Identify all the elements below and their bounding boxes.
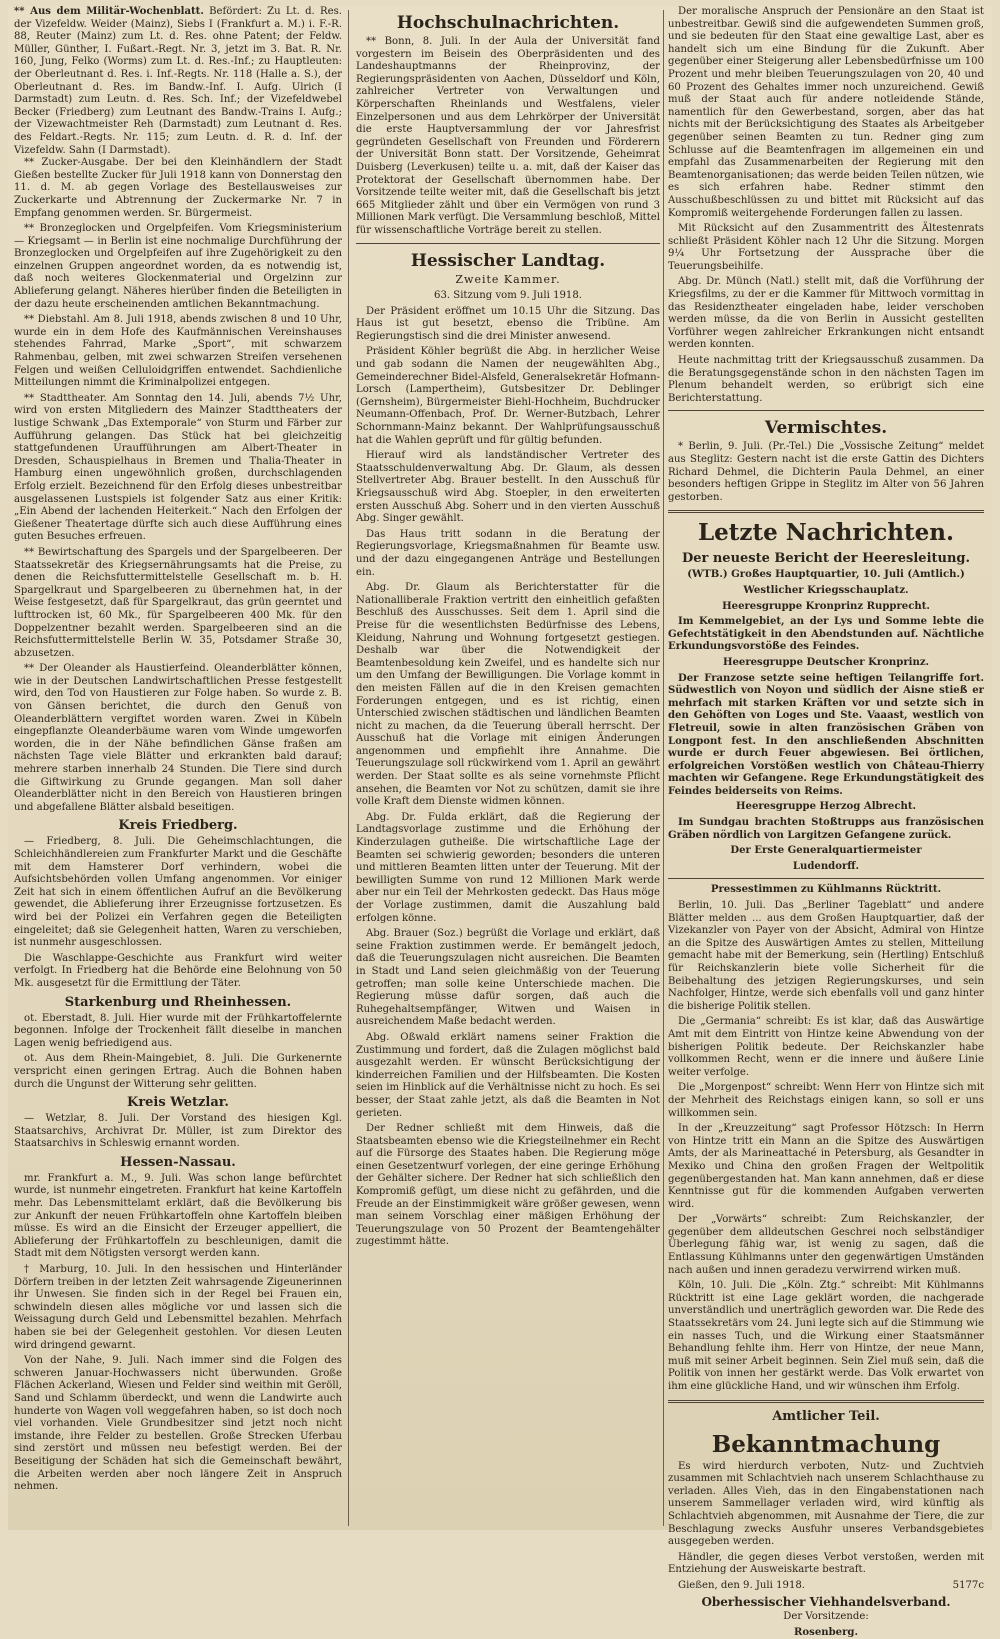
vermischtes-text: * Berlin, 9. Juli. (Pr.-Tel.) Die „Vossische Zeitung“ meldet aus Steglitz: Gestern nacht ist die erste Gattin des Dichters Richard Dehmel, die Dichterin Paula Dehmel, an einer besonders heftigen Grippe in Steglitz im Alter von 56 Jahren gestorben. xyxy=(668,441,984,503)
presse-paragraph: Der „Vorwärts“ schreibt: Zum Reichskanzler, der gegenüber dem alldeutschen Geschrei noch selbständiger Überlegung fähig war, ist wenig zu sagen, daß die Entlassung Kühlmanns unter den gegenwärtigen Umständen nach außen und innen geradezu verwirrend wirken muß. xyxy=(668,1214,984,1276)
bekanntmachung-heading: Bekanntmachung xyxy=(711,1430,941,1458)
bekanntmachung-chair: Der Vorsitzende: xyxy=(783,1611,869,1623)
landtag-paragraph: Der Präsident eröffnet um 10.15 Uhr die Sitzung. Das Haus ist gut besetzt, ebenso die Tribüne. Am Regierungstisch sind die drei Minister anwesend. xyxy=(356,305,660,342)
section-divider xyxy=(668,878,984,879)
vermischtes-heading: Vermischtes. xyxy=(764,418,888,439)
heeresbericht-dateline: (WTB.) Großes Hauptquartier, 10. Juli (Amtlich.) xyxy=(687,569,965,581)
landtag-subheading: Zweite Kammer. xyxy=(455,272,561,286)
article-spargel: ** Bewirtschaftung des Spargels und der Spargelbeeren. Der Staatssekretär des Kriegsernährungsamts hat die Preise, zu denen die Reichsfuttermittelstelle Gesellschaft m. b. H. Spargelkraut und Spargelbeeren zu übernehmen hat, in der Weise festgesetzt, daß für Spargelkraut, das grün geerntet und lufttrocken ist, 60 Mk., für Spargelbeeren 400 Mk. für den Doppelzentner bezahlt werden. Spargelbeeren sind an die Reichsfuttermittelstelle Berlin W. 35, Potsdamer Straße 30, abzusetzen. xyxy=(14,546,342,659)
signature-line: Der Erste Generalquartiermeister xyxy=(730,845,922,857)
army-group-heading: Heeresgruppe Kronprinz Rupprecht. xyxy=(722,600,930,612)
article-frankfurt: mr. Frankfurt a. M., 9. Juli. Was schon lange befürchtet wurde, ist nunmehr eingetreten. Frankfurt hat keine Kartoffeln mehr. Das Lebensmittelamt erklärt, daß die Bevölkerung bis zur Ankunft der neuen Frühkartoffeln ohne Kartoffeln bleiben müsse. Es wird an die Einsicht der Erzeuger appelliert, die Ablieferung der Frühkartoffeln zu beschleunigen, damit die Stadt mit dem Nötigsten versorgt werden kann. xyxy=(14,1172,342,1260)
section-divider xyxy=(668,510,984,513)
article-wetzlar: — Wetzlar, 8. Juli. Der Vorstand des hiesigen Kgl. Staatsarchivs, Archivrat Dr. Müller, ist zum Direktor des Staatsarchivs in Schleswig ernannt worden. xyxy=(14,1113,342,1150)
military-title: ** Aus dem Militär-Wochenblatt. xyxy=(14,6,204,17)
amtlicher-teil-heading: Amtlicher Teil. xyxy=(772,1408,880,1424)
landtag-paragraph: Abg. Dr. Glaum als Berichterstatter für die Nationalliberale Fraktion vertritt den einheitlich gefaßten Beschluß des Ausschusses. Seit dem 1. April sind die Preise für die wesentlichsten Bedürfnisse des Lebens, Kleidung, Nahrung und Wohnung fortgesetzt gestiegen. Deshalb war über die Notwendigkeit der Beamtenbesoldung kein Zweifel, und es handelte sich nur um den Umfang der Bewilligungen. Die Vorlage kommt in den meisten Fällen auf die in den Kreisen gemachten Forderungen entgegen, und es ist richtig, einen Unterschied zwischen städtischen und ländlichen Beamten nicht zu machen, da die Teuerung überall herrscht. Der Ausschuß hat die Vorlage mit einigen Änderungen angenommen und empfiehlt ihre Annahme. Die Teuerungszulage soll rückwirkend vom 1. April an gewährt werden. Der Staat sollte es als seine vornehmste Pflicht ansehen, die Beamten vor Not zu schützen, damit sie ihre volle Kraft dem Dienste widmen können. xyxy=(356,582,660,808)
presse-paragraph: Die „Germania“ schreibt: Es ist klar, daß das Auswärtige Amt mit dem Eintritt von Hintze keine Abwendung von der bisherigen Politik bedeute. Der Reichskanzler habe vollkommen Recht, wenn er die innere und äußere Linie weiter verfolge. xyxy=(668,1016,984,1078)
front-heading: Westlicher Kriegsschauplatz. xyxy=(743,584,909,596)
landtag-heading: Hessischer Landtag. xyxy=(410,250,606,271)
section-divider xyxy=(668,410,984,411)
landtag-continued: Heute nachmittag tritt der Kriegsausschuß zusammen. Da die Beratungsgegenstände schon in den nächsten Tagen im Plenum behandelt werden, so erübrigt sich eine Berichterstattung. xyxy=(668,355,984,404)
article-zucker: ** Zucker-Ausgabe. Der bei den Kleinhändlern der Stadt Gießen bestellte Zucker für Juli 1918 kann von Donnerstag den 11. d. M. ab gegen Vorlage des Bestellausweises zur Zuckerkarte und Abtrennung der Zuckermarke Nr. 7 in Empfang genommen werden. Sr. Bürgermeist. xyxy=(14,157,342,219)
army-group-report: Im Sundgau brachten Stoßtrupps aus französischen Gräben nördlich von Largitzen Gefangene zurück. xyxy=(668,817,984,841)
article-friedberg: — Friedberg, 8. Juli. Die Geheimschlachtungen, die Schleichhändlereien zum Frankfurter Markt und die Geschäfte mit dem Hamsterer Dorf verhindern, wobei die Aufsichtsbehörden vollen Umfang angenommen. Vor einiger Zeit hat sich in einem öffentlichen Aufruf an die Bevölkerung gewendet, die Ablieferung ihrer Erzeugnisse fortzusetzen. Es wird bei der Polizei ein Verfahren gegen die Beteiligten eingeleitet; daß sie Gelegenheit hatten, Waren zu verschieben, ist nunmehr ausgeschlossen. xyxy=(14,836,342,949)
landtag-continued: Abg. Dr. Münch (Natl.) stellt mit, daß die Vorführung der Kriegsfilms, zu der er die Kammer für Mittwoch vormittag in das Residenztheater eingeladen habe, leider verschoben werden müsse, da die von Berlin in Aussicht gestellten Vorführer wegen zahlreicher Erkrankungen nicht entsandt werden konnten. xyxy=(668,276,984,351)
hochschul-heading: Hochschulnachrichten. xyxy=(396,13,620,33)
landtag-continued: Mit Rücksicht auf den Zusammentritt des Ältestenrats schließt Präsident Köhler nach 12 Uhr die Sitzung. Morgen 9¼ Uhr Fortsetzung der Aussprache über die Teuerungsbeihilfe. xyxy=(668,223,984,272)
bekanntmachung-number: 5177c xyxy=(952,1579,984,1591)
article-glocken: ** Bronzeglocken und Orgelpfeifen. Vom Kriegsministerium — Kriegsamt — in Berlin ist eine nochmalige Durchführung der Bronzeglocken und Orgelpfeifen auf ihre Zugehörigkeit zu den einzelnen Gruppen angeordnet worden, da es notwendig ist, daß noch weiteres Glockenmaterial und Orgelzinn zur Ablieferung gelangt. Näheres hierüber finden die Beteiligten in der dazu heute erscheinenden amtlichen Bekanntmachung. xyxy=(14,223,342,310)
article-oleander: ** Der Oleander als Haustierfeind. Oleanderblätter können, wie in der Deutschen Landwirtschaftlichen Presse festgestellt wird, den Tod von Haustieren zur Folge haben. So wurde z. B. von Gänsen berichtet, die durch den Genuß von Oleanderblättern vergiftet worden waren. Zwei in Kübeln eingepflanzte Oleanderbäume waren vom Winde umgeworfen worden, die in der Nähe befindlichen Gänse fraßen am nächsten Tage viele Blätter und erkrankten bald darauf; mehrere starben innerhalb 24 Stunden. Die Tiere sind durch die Giftwirkung zu Grunde gegangen. Man soll daher Oleanderblätter nicht in den Bereich von Haustieren bringen und abgefallene Blätter alsbald beseitigen. xyxy=(14,663,342,813)
column-divider-1 xyxy=(348,10,349,1526)
military-text: Befördert: Zu Lt. d. Res. der Vizefeldw. Weider (Mainz), Siebs I (Frankfurt a. M.) i. F.-R. 88, Reuter (Mainz) zum Lt. d. Res. ohne Patent; der Feldw. Müller, Günther, I. Fußart.-Regt. Nr. 3, jetzt im 3. Bat. R. Nr. 160, Jung, Felko (Worms) zum Lt. d. Res.-Inf.; zu Hauptleuten: der Oberleutnant d. Res. i. Inf.-Regts. Nr. 118 (Halle a. S.), der Oberleutnant d. Res. im Bandw.-Inf. I. Aufg. Ulrich (I Darmstadt) zum Leutn. d. Res. Sch. Inf.; der Vizefeldwebel Becker (Friedberg) zum Leutnant des Bandw.-Trains I. Aufg.; der Vizewachtmeister Reh (Darmstadt) zum Leutnant d. Res. des Feldart.-Regts. Nr. 115; zum Leutn. d. R. d. Inf. der Vizefeldw. Sahn (I Darmstadt). xyxy=(14,6,342,156)
article-marburg: † Marburg, 10. Juli. In den hessischen und Hinterländer Dörfern treiben in der letzten Zeit wahrsagende Zigeunerinnen ihr Unwesen. Sie finden sich in der Regel bei Frauen ein, schwindeln diesen alles mögliche vor und lassen sich die Weissagung durch Geld und Lebensmittel bezahlen. Mehrfach haben sie bei der Gelegenheit gestohlen. Vor diesen Leuten wird dringend gewarnt. xyxy=(14,1264,342,1351)
bekanntmachung-text: Händler, die gegen dieses Verbot verstoßen, werden mit Entziehung der Ausweiskarte bestraft. xyxy=(668,1551,984,1576)
presse-heading: Pressestimmen zu Kühlmanns Rücktritt. xyxy=(710,884,942,896)
section-kreis-friedberg: Kreis Friedberg. xyxy=(118,818,238,834)
section-kreis-wetzlar: Kreis Wetzlar. xyxy=(127,1095,229,1111)
hochschul-text: ** Bonn, 8. Juli. In der Aula der Universität fand vorgestern im Beisein des Oberpräsidenten und des Landeshauptmanns der Rheinprovinz, der Regierungspräsidenten von Aachen, Düsseldorf und Köln, zahlreicher Vertreter von Verwaltungen und Körperschaften Rheinlands und Westfalens, vieler Einzelpersonen und aus dem Lehrkörper der Universität die erste Hauptversammlung der vor Jahresfrist gegründeten Gesellschaft von Freunden und Förderern der Universität Bonn statt. Der Vorsitzende, Geheimrat Duisberg (Leverkusen) teilte u. a. mit, daß der Kaiser das Protektorat der Gesellschaft übernommen habe. Der Vorsitzende teilte weiter mit, daß die Gesellschaft bis jetzt 665 Mitglieder zählt und über ein Vermögen von rund 3 Millionen Mark verfügt. Die Versammlung beschloß, Mittel für wissenschaftliche Vorträge bereit zu stellen. xyxy=(356,36,660,236)
presse-paragraph: Köln, 10. Juli. Die „Köln. Ztg.“ schreibt: Mit Kühlmanns Rücktritt ist eine Lage geklärt worden, die nachgerade unverständlich und unerträglich geworden war. Die Rede des Staatssekretärs vom 24. Juni legte sich auf die Stimmung wie ein nasses Tuch, und die Wirkung einer Staatsmänner Behandlung fehlte ihm. Herr von Hintze, der neue Mann, muß mit seiner Arbeit beginnen. Sein Ziel muß sein, daß die Politik von innen her gestärkt werde. Das Volk erwartet von ihm eine glückliche Hand, und wir wünschen ihm Erfolg. xyxy=(668,1280,984,1392)
bekanntmachung-dateline xyxy=(668,1580,984,1593)
presse-paragraph: Die „Morgenpost“ schreibt: Wenn Herr von Hintze sich mit der Mehrheit des Reichstags einigen kann, so soll er uns willkommen sein. xyxy=(668,1082,984,1119)
presse-paragraph: Berlin, 10. Juli. Das „Berliner Tageblatt“ und andere Blätter melden ... aus dem Großen Hauptquartier, daß der Vizekanzler von Payer von der Absicht, Admiral von Hintze an die Spitze des Auswärtigen Amtes zu stellen, Mitteilung gemacht habe mit der Bemerkung, sein (Hertling) Entschluß für Reichskanzlerin biete volle Sicherheit für die Beibehaltung des jetzigen Regierungskurses, und sein Nachfolger, Hintze, werde sich ebenfalls voll und ganz hinter die bisherige Politik stellen. xyxy=(668,900,984,1012)
landtag-paragraph: Abg. Brauer (Soz.) begrüßt die Vorlage und erklärt, daß seine Fraktion zustimmen werde. Er bemängelt jedoch, daß die Teuerungszulagen nicht ausreichen. Die Beamten in Stadt und Land seien gleichmäßig von der Teuerung getroffen; man solle keine Unterschiede machen. Die Regierung müsse dafür sorgen, daß auch die Ruhegehaltsempfänger, Witwen und Waisen in ausreichendem Maße bedacht werden. xyxy=(356,928,660,1028)
bekanntmachung-date: Gießen, den 9. Juli 1918. xyxy=(678,1579,805,1591)
landtag-paragraph: Hierauf wird als landständischer Vertreter des Staatsschuldenverwaltung Abg. Dr. Glaum, als dessen Stellvertreter Abg. Brauer bestellt. In den Ausschuß für Kriegsausschuß wird Abg. Stoepler, in den erweiterten ersten Ausschuß Abg. Soherr und in den vierten Ausschuß Abg. Singer gewählt. xyxy=(356,450,660,525)
presse-paragraph: In der „Kreuzzeitung“ sagt Professor Hötzsch: In Herrn von Hintze tritt ein Mann an die Spitze des Auswärtigen Amts, der als Marineattaché in Petersburg, als Gesandter in Mexiko und China den großen Fragen der Weltpolitik gegenübergestanden hat. Man kann annehmen, daß er diese Kenntnisse gut für die kommenden Aufgaben verwerten wird. xyxy=(668,1123,984,1210)
landtag-paragraph: Der Redner schließt mit dem Hinweis, daß die Staatsbeamten ebenso wie die Kriegsteilnehmer ein Recht auf die Fürsorge des Staates haben. Die Regierung möge einen Gesetzentwurf vorlegen, der eine geringe Erhöhung der Gehälter sichere. Der Redner hat sich schließlich den Kompromiß gefügt, um diese nicht zu gefährden, und die Freude an der Einstimmigkeit wäre größer gewesen, wenn man seinem Vorschlag einer mäßigen Erhöhung der Teuerungszulage von 50 Prozent der Beamtengehälter zugestimmt hätte. xyxy=(356,1123,660,1248)
article-flut: Die Waschlappe-Geschichte aus Frankfurt wird weiter verfolgt. In Friedberg hat die Behörde eine Belohnung von 50 Mk. ausgesetzt für die Ermittlung der Täter. xyxy=(14,952,342,989)
newspaper-page xyxy=(8,6,992,1638)
section-starkenburg: Starkenburg und Rheinhessen. xyxy=(64,994,292,1010)
landtag-paragraph: Das Haus tritt sodann in die Beratung der Regierungsvorlage, Kriegsmaßnahmen für Beamte usw. und der dazu eingegangenen Anträge und Bestellungen ein. xyxy=(356,528,660,578)
landtag-continued: Der moralische Anspruch der Pensionäre an den Staat ist unbestreitbar. Gewiß sind die aufgewendeten Summen groß, und sie bedeuten für den Staat eine gewaltige Last, aber es handelt sich um eine Bindung für die Zukunft. Aber gegenüber einer Steigerung aller Lebensbedürfnisse um 100 Prozent und mehr bleiben Teuerungszulagen von 20, 40 und 60 Prozent des Gehaltes immer noch unzureichend. Gewiß muß der Staat auch für andere notleidende Stände, namentlich für den Gewerbestand, sorgen, aber das hat nichts mit der Berücksichtigung des Staates als Arbeitgeber gegenüber seinen Beamten zu tun. Redner ging zum Schlusse auf die Beamtenfragen im allgemeinen ein und empfahl das Zusammenarbeiten der Regierung mit den Beamtenorganisationen; das werde beiden Teilen nützen, wie es sich erfahren habe. Redner stimmt den Ausschußbeschlüssen zu und bittet mit Rücksicht auf das Kompromiß weitergehende Forderungen fallen zu lassen. xyxy=(668,6,984,219)
section-divider xyxy=(356,243,660,244)
column-left xyxy=(14,6,342,1530)
landtag-session: 63. Sitzung vom 9. Juli 1918. xyxy=(434,290,582,302)
article-diebstahl: ** Diebstahl. Am 8. Juli 1918, abends zwischen 8 und 10 Uhr, wurde ein in dem Hofe des Kaufmännischen Vereinshauses stehendes Fahrrad, Marke „Sport“, mit schwarzem Rahmenbau, gelben, mit zwei schwarzen Streifen versehenen Felgen und weißen Celluloidgriffen entwendet. Sachdienliche Mitteilungen nimmt die Kriminalpolizei entgegen. xyxy=(14,314,342,389)
bekanntmachung-name: Rosenberg. xyxy=(794,1626,858,1638)
landtag-paragraph: Abg. Oßwald erklärt namens seiner Fraktion die Zustimmung und fordert, daß die Zulagen möglichst bald ausgezahlt werden. Er wünscht Berücksichtigung der kinderreichen Familien und der Hilfsbeamten. Die Kosten seien im Hinblick auf die Verhältnisse nicht zu hoch. Es sei besser, der Staat zahle jetzt, als daß die Beamten in Not gerieten. xyxy=(356,1031,660,1119)
article-eberstadt: ot. Eberstadt, 8. Juli. Hier wurde mit der Frühkartoffelernte begonnen. Infolge der Trockenheit fällt dieselbe in manchen Lagen wenig befriedigend aus. xyxy=(14,1012,342,1049)
army-group-report: Der Franzose setzte seine heftigen Teilangriffe fort. Südwestlich von Noyon und südlich der Aisne stieß er mehrfach mit starken Kräften vor und setzte sich in den Gehöften von Loges und Ste. Vaaast, westlich von Fletreuil, sowie in alten französischen Gräben von Longpont fest. In den anschließenden Abschnitten wurde er durch Feuer abgewiesen. Bei örtlichen, erfolgreichen Vorstößen westlich von Château-Thierry machten wir Gefangene. Rege Erkundungstätigkeit des Feindes beiderseits von Reims. xyxy=(668,672,984,797)
letzte-nachrichten-heading: Letzte Nachrichten. xyxy=(698,519,954,547)
landtag-paragraph: Präsident Köhler begrüßt die Abg. in herzlicher Weise und gab sodann die Namen der neugewählten Abg., Gemeinderechner Bidel-Alsfeld, Generalsekretär Hofmann-Lorsch (Lampertheim), Gutsbesitzer Dr. Deblinger (Gernsheim), Bürgermeister Biehl-Hochheim, Buchdrucker Neumann-Offenbach, Prof. Dr. Werner-Butzbach, Lehrer Schornmann-Mainz bekannt. Der Wahlprüfungsausschuß hat die Wahlen geprüft und für gültig befunden. xyxy=(356,346,660,446)
army-group-report: Im Kemmelgebiet, an der Lys und Somme lebte die Gefechtstätigkeit in den Abendstunden auf. Nächtliche Erkundungsvorstöße des Feindes. xyxy=(668,616,984,653)
column-right xyxy=(668,6,984,1638)
section-hessen-nassau: Hessen-Nassau. xyxy=(120,1154,236,1170)
army-group-heading: Heeresgruppe Herzog Albrecht. xyxy=(735,801,916,813)
bekanntmachung-text: Es wird hierdurch verboten, Nutz- und Zuchtvieh zusammen mit Schlachtvieh nach unserem Schlachthause zu verladen. Alles Vieh, das in den Eingabenstationen nach unserem Sammellager verladen wird, wird künftig als Schlachtvieh abgenommen, mit Ausnahme der Tiere, die zur Beschlagung zwecks Ausfuhr unseres Verbandsgebietes ausgegeben werden. xyxy=(668,1460,984,1548)
article-theater: ** Stadttheater. Am Sonntag den 14. Juli, abends 7½ Uhr, wird von ersten Mitgliedern des Mainzer Stadttheaters der lustige Schwank „Das Extemporale“ von Sturm und Färber zur Aufführung gelangen. Das Stück hat bei gleichzeitig stattgefundenen Uraufführungen am Albert-Theater in Dresden, Schauspielhaus in Bremen und Thalia-Theater in Hamburg einen ungewöhnlich großen, durchschlagenden Erfolg erzielt. Bezeichnend für den Erfolg dieses unbestreitbar ausgelassenen Lustspiels ist folgender Satz aus einer Kritik: „Ein Abend der lachenden Heiterkeit.“ Nach den Erfolgen der Gießener Theatertage dürfte sich auch diese Aufführung eines guten Besuches erfreuen. xyxy=(14,392,342,543)
column-divider-2 xyxy=(663,10,664,1526)
army-group-heading: Heeresgruppe Deutscher Kronprinz. xyxy=(722,656,930,668)
signature-name: Ludendorff. xyxy=(792,860,860,872)
article-nahe: Von der Nahe, 9. Juli. Nach immer sind die Folgen des schweren Januar-Hochwassers nicht überwunden. Große Flächen Ackerland, Wiesen und Felder sind weithin mit Geröll, Sand und Schlamm überdeckt, und wenn die Landwirte auch hunderte von Wagen voll weggefahren haben, so ist doch noch viel vorhanden. Viele Grundbesitzer sind jetzt noch nicht imstande, ihre Felder zu bestellen. Große Strecken Uferbau sind zerstört und müssen neu befestigt werden. Bei der Beseitigung der Schäden hat sich die Gemeinschaft bewährt, die Arbeiten werden aber noch längere Zeit in Anspruch nehmen. xyxy=(14,1355,342,1493)
article-rheingau: ot. Aus dem Rhein-Maingebiet, 8. Juli. Die Gurkenernte verspricht einen geringen Ertrag. Auch die Bohnen haben durch die Ungunst der Witterung sehr gelitten. xyxy=(14,1053,342,1090)
landtag-paragraph: Abg. Dr. Fulda erklärt, daß die Regierung der Landtagsvorlage zustimme und die Erhöhung der Kinderzulagen gutheiße. Die wirtschaftliche Lage der Beamten sei schwierig geworden; besonders die unteren und mittleren Beamten litten unter der Teuerung. Mit der bewilligten Summe von rund 12 Millionen Mark werde aber nur ein Teil der Mehrkosten gedeckt. Das Haus möge der Vorlage zustimmen, damit die Auszahlung bald erfolgen könne. xyxy=(356,811,660,924)
bekanntmachung-organization: Oberhessischer Viehhandelsverband. xyxy=(701,1594,951,1609)
heeresbericht-heading: Der neueste Bericht der Heeresleitung. xyxy=(681,551,971,567)
section-divider xyxy=(668,1400,984,1403)
column-middle xyxy=(356,6,660,1530)
